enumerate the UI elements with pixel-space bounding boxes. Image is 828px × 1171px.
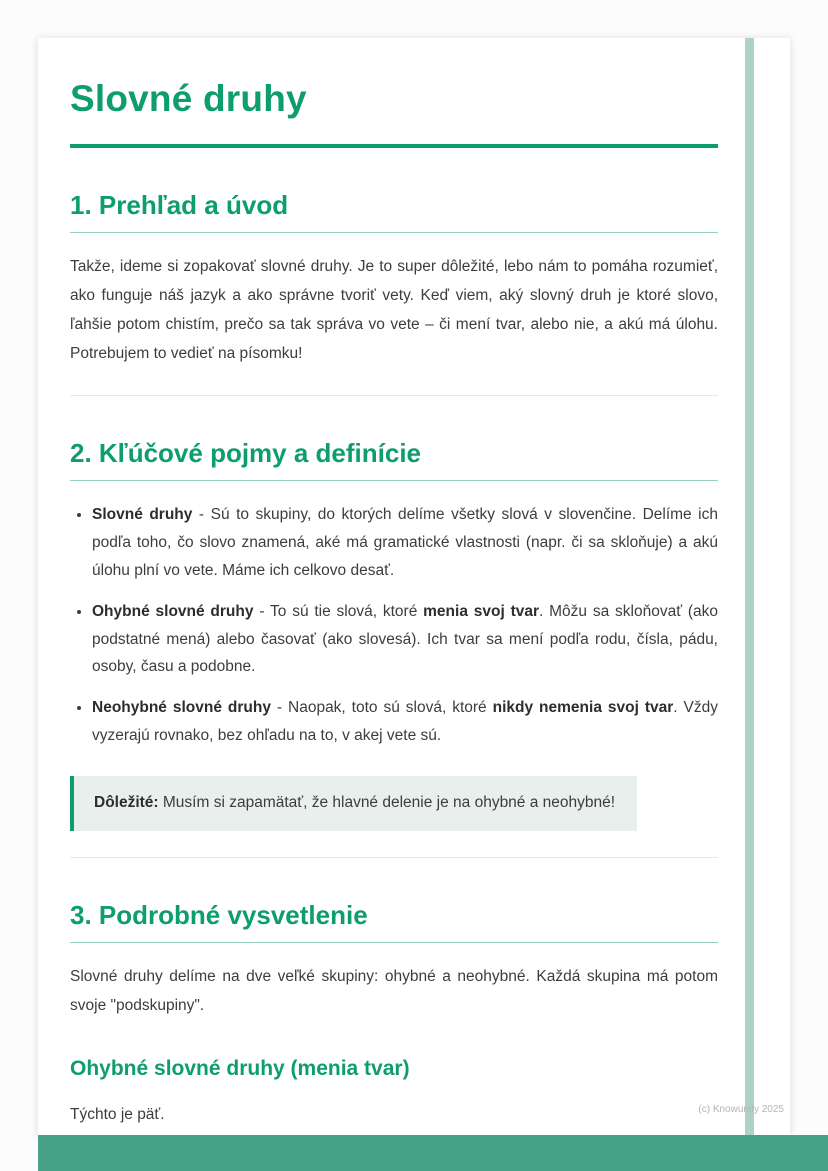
term-label: Slovné druhy — [92, 505, 193, 523]
term-description-cont: . Môžu sa skloňovať (ako podstatné mená) alebo časovať (ako slovesá). Ich tvar sa mení podľa rodu, čísla, pádu, osoby, času a podobne. — [92, 602, 718, 676]
document-page — [38, 38, 790, 1135]
important-note-callout — [70, 776, 637, 831]
emphasis-text: nikdy nemenia svoj tvar — [492, 699, 674, 717]
section-detailed-explanation — [70, 900, 718, 1130]
term-description: - To sú tie slová, ktoré — [253, 602, 424, 620]
section-2-heading: 2. Kľúčové pojmy a definície — [70, 438, 718, 481]
bottom-bar — [38, 1135, 828, 1171]
page-title: Slovné druhy — [70, 78, 307, 119]
document-content — [38, 38, 790, 1130]
term-description: - Sú to skupiny, do ktorých delíme všetky slová v slovenčine. Delíme ich podľa toho, čo slovo znamená, aké má gramatické vlastnosti (napr. či sa skloňuje) a akú úlohu plní vo vete. Máme ich celkovo desať. — [92, 505, 719, 579]
section-overview — [70, 190, 718, 369]
key-concepts-list — [70, 501, 718, 750]
section-3-heading: 3. Podrobné vysvetlenie — [70, 900, 718, 943]
section-divider — [70, 857, 718, 858]
section-key-concepts — [70, 438, 718, 831]
list-item — [92, 694, 718, 750]
copyright: (c) Knowunity 2025 — [698, 1104, 784, 1115]
callout-text: Musím si zapamätať, že hlavné delenie je na ohybné a neohybné! — [158, 794, 616, 812]
list-item — [92, 598, 718, 682]
term-description: - Naopak, toto sú slová, ktoré — [270, 699, 493, 717]
subsection-paragraph: Týchto je päť. — [70, 1106, 165, 1124]
term-description-cont: . Vždy vyzerajú rovnako, bez ohľadu na to, v akej vete sú. — [92, 699, 718, 745]
subsection-heading: Ohybné slovné druhy (menia tvar) — [70, 1057, 410, 1081]
term-label: Ohybné slovné druhy — [92, 602, 254, 620]
section-3-paragraph: Slovné druhy delíme na dve veľké skupiny: ohybné a neohybné. Každá skupina má potom svoje "podskupiny". — [70, 968, 718, 1015]
section-1-paragraph: Takže, ideme si zopakovať slovné druhy. Je to super dôležité, lebo nám to pomáha rozumieť, ako funguje náš jazyk a ako správne tvoriť vety. Keď viem, aký slovný druh je ktoré slovo, ľahšie potom chistím, prečo sa tak správa vo vete – či mení tvar, alebo nie, a akú má úlohu. Potrebujem to vedieť na písomku! — [70, 258, 718, 362]
callout-label: Dôležité: — [94, 794, 159, 812]
title-rule — [70, 144, 718, 148]
emphasis-text: menia svoj tvar — [423, 602, 540, 620]
list-item — [92, 501, 718, 585]
section-divider — [70, 395, 718, 396]
section-1-heading: 1. Prehľad a úvod — [70, 190, 718, 233]
term-label: Neohybné slovné druhy — [92, 699, 271, 717]
